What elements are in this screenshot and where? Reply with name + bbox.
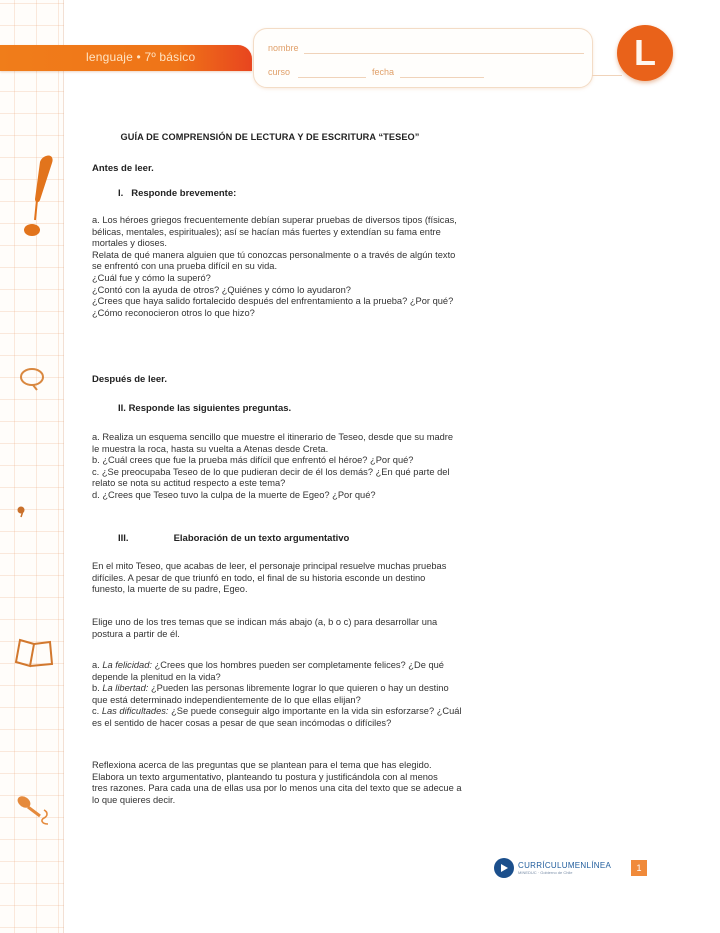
text-line: ¿Cuál fue y cómo la superó?	[92, 272, 211, 283]
course-field[interactable]	[298, 77, 366, 78]
topics-list	[92, 660, 622, 730]
text-line: lo que quieres decir.	[92, 794, 176, 805]
brand-tagline: MINEDUC · Gobierno de Chile	[518, 870, 573, 875]
text-line: bélicas, mentales, espirituales); así se hacían más fuertes y extendían su fama entre	[92, 226, 441, 237]
student-info-card	[253, 28, 593, 88]
section-1-body	[92, 215, 622, 319]
section-3-instructions	[92, 617, 622, 640]
section-2-heading	[118, 403, 291, 414]
divider	[592, 75, 622, 76]
text-line: postura a partir de él.	[92, 628, 180, 639]
section-title: Elaboración de un texto argumentativo	[173, 533, 350, 544]
document-title: GUÍA DE COMPRENSIÓN DE LECTURA Y DE ESCRITURA “TESEO”	[120, 132, 420, 142]
exclamation-icon	[18, 152, 58, 242]
brand-name: CURRÍCULUMENLÍNEA	[518, 861, 612, 870]
text-line: ¿Cómo reconocieron otros lo que hizo?	[92, 307, 255, 318]
course-label: curso	[268, 67, 291, 77]
after-reading-heading: Después de leer.	[92, 374, 167, 385]
text-line: que está determinado independientemente de lo que ellas elijan?	[92, 694, 361, 705]
section-1-heading	[118, 188, 236, 199]
section-number: I.	[118, 188, 124, 199]
section-number: II.	[118, 403, 126, 414]
date-label: fecha	[372, 67, 395, 77]
section-3-intro	[92, 561, 622, 596]
speech-bubble-icon	[18, 366, 48, 392]
text-line: tres razones. Para cada una de ellas usa por lo menos una cita del texto que se adecue a	[92, 783, 462, 794]
topic-item: c. Las dificultades: ¿Se puede conseguir algo importante en la vida sin esforzarse? ¿Cuál	[92, 706, 462, 717]
text-line: Elabora un texto argumentativo, planteando tu postura y justificándola con al menos	[92, 771, 438, 782]
topic-name: La felicidad:	[102, 660, 152, 670]
text-line: a. Realiza un esquema sencillo que muestre el itinerario de Teseo, desde que su madre	[92, 432, 454, 442]
text-line: ¿Contó con la ayuda de otros? ¿Quiénes y cómo lo ayudaron?	[92, 284, 351, 295]
subject-banner	[0, 45, 252, 71]
play-icon	[494, 858, 514, 878]
page-number: 1	[631, 860, 647, 876]
subject-badge	[617, 25, 673, 81]
text-line: ¿Crees que haya salido fortalecido después del enfrentamiento a la prueba? ¿Por qué?	[92, 296, 454, 307]
before-reading-heading: Antes de leer.	[92, 163, 154, 174]
text-line: Elige uno de los tres temas que se indican más abajo (a, b o c) para desarrollar una	[92, 617, 438, 627]
text-line: se enfrentó con una prueba difícil en su vida.	[92, 261, 278, 272]
topic-name: Las dificultades:	[101, 706, 169, 717]
text-line: difíciles. A pesar de que triunfó en todo, el final de su historia esconde un destino	[92, 572, 426, 583]
text-line: En el mito Teseo, que acabas de leer, el personaje principal resuelve muchas pruebas	[92, 561, 447, 571]
name-label: nombre	[268, 43, 299, 53]
text-line: b. ¿Cuál crees que fue la prueba más difícil que enfrentó el héroe? ¿Por qué?	[92, 455, 414, 466]
text-line: le muestra la roca, hasta su vuelta a Atenas desde Creta.	[92, 443, 329, 454]
subject-label: lenguaje • 7º básico	[86, 50, 196, 64]
comma-icon	[16, 505, 28, 519]
text-line: es el sentido de hacer cosas a pesar de que sean incómodas o difíciles?	[92, 717, 392, 728]
microphone-icon	[14, 792, 56, 828]
text-line: relato se nota su actitud respecto a este tema?	[92, 478, 286, 489]
curriculum-logo	[494, 858, 611, 878]
text-line: d. ¿Crees que Teseo tuvo la culpa de la muerte de Egeo? ¿Por qué?	[92, 489, 376, 500]
text-line: Relata de qué manera alguien que tú conozcas personalmente o a través de algún texto	[92, 249, 456, 260]
section-title: Responde brevemente:	[131, 188, 237, 199]
text-line: mortales y dioses.	[92, 238, 167, 249]
section-title: Responde las siguientes preguntas.	[128, 403, 292, 414]
section-2-body	[92, 432, 622, 502]
text-line: c. ¿Se preocupaba Teseo de lo que pudieran decir de él los demás? ¿En qué parte del	[92, 466, 450, 477]
text-line: depende la plenitud en la vida?	[92, 671, 221, 682]
section-3-closing	[92, 760, 622, 806]
open-book-icon	[14, 636, 56, 670]
badge-letter: L	[634, 32, 656, 73]
topic-name: La libertad:	[102, 683, 149, 694]
topic-item: a. La felicidad: ¿Crees que los hombres pueden ser completamente felices? ¿De qué	[92, 660, 444, 670]
section-3-heading	[118, 533, 349, 544]
topic-item: b. La libertad: ¿Pueden las personas libremente lograr lo que quieren o hay un destino	[92, 683, 449, 694]
text-line: Reflexiona acerca de las preguntas que se plantean para el tema que has elegido.	[92, 760, 432, 770]
date-field[interactable]	[400, 77, 484, 78]
text-line: a. Los héroes griegos frecuentemente debían superar pruebas de diversos tipos (físicas,	[92, 215, 457, 225]
section-number: III.	[118, 533, 129, 544]
text-line: funesto, la muerte de su padre, Egeo.	[92, 584, 248, 595]
name-field[interactable]	[304, 53, 584, 54]
